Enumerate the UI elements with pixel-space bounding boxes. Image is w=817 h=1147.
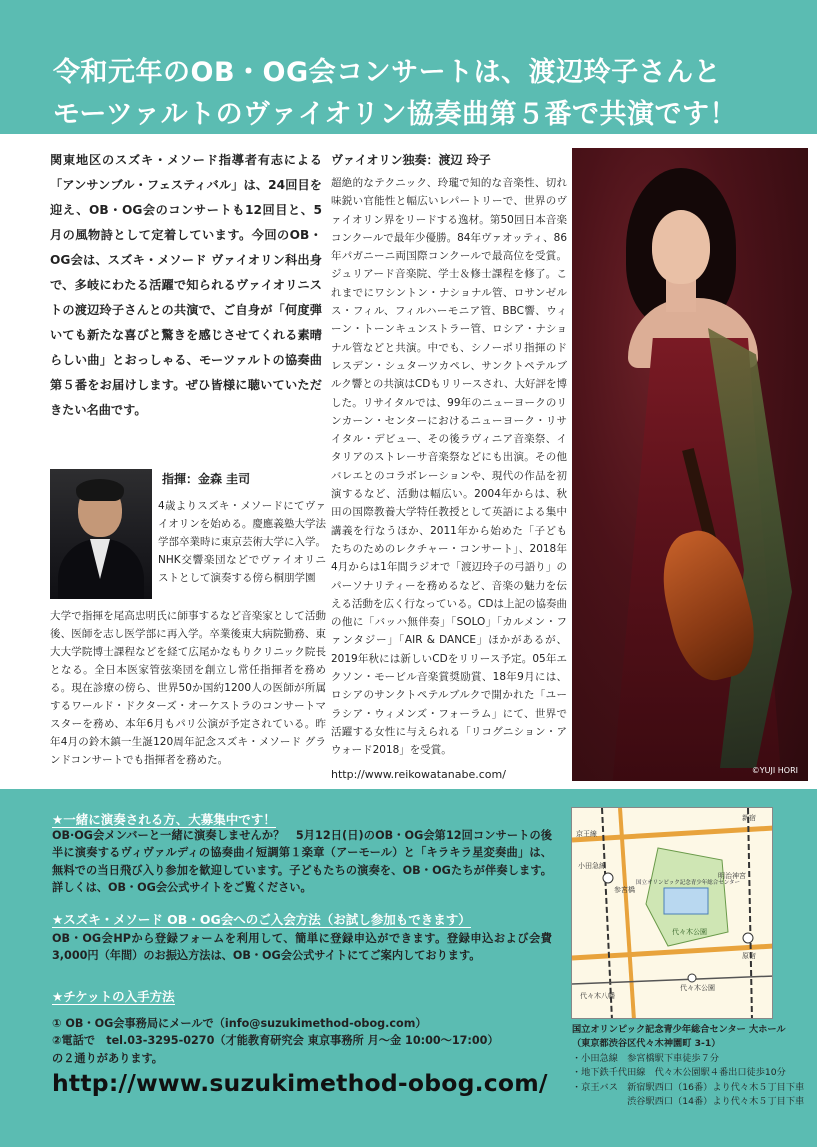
participate-body: OB·OG会メンバーと一緒に演奏しませんか？ 5月12日(日)のOB・OG会第12回コンサートの後半に演奏するヴィヴァルディの協奏曲イ短調第１楽章（アーモール）と「キラキラ星変奏曲」は、無料での当日飛び入り参加を歓迎しています。子どもたちの演奏を、OB・OGたちが伴奏します。詳しくは、OB・OG会公式サイトをご覧ください。	[52, 829, 552, 895]
tickets-line-phone: ②電話で tel.03-3295-0270（才能教育研究会 東京事務所 月～金 10:00～17:00）	[52, 1034, 499, 1048]
headline-line-1: 令和元年のOB・OG会コンサートは、渡辺玲子さんと	[53, 57, 722, 88]
participate-title-text: ★一緒に演奏される方、大募集中です！	[52, 812, 276, 827]
main-content	[0, 134, 817, 789]
site-url-link[interactable]: http://www.suzukimethod-obog.com/	[52, 1069, 548, 1097]
access-map	[571, 807, 773, 1019]
map-label-ekimae: 代々木八幡	[580, 992, 615, 1000]
map-label-harajuku: 原宿	[742, 952, 756, 960]
tickets-line-closing: の２通りがあります。	[52, 1051, 163, 1065]
conductor-bio-part1: 4歳よりスズキ・メソードにてヴァイオリンを始める。慶應義塾大学法学部卒業時に東京芸術大学に入学。NHK交響楽団などでヴァイオリニストとして演奏する傍ら桐朋学園	[158, 500, 326, 584]
photo-credit: ©YUJI HORI	[751, 766, 798, 775]
violinist-face	[652, 210, 710, 284]
venue-info	[572, 1023, 812, 1109]
join-title	[52, 910, 471, 928]
tickets-line-email: ① OB・OG会事務局にメールで（info@suzukimethod-obog.com）	[52, 1017, 427, 1030]
header-banner	[0, 0, 817, 134]
map-label-odakyu: 小田急線	[578, 862, 606, 870]
map-label-yoyogi-koen: 代々木公園	[680, 984, 715, 992]
map-label-meiji: 明治神宮	[718, 872, 746, 880]
violinist-url-link[interactable]: http://www.reikowatanabe.com/	[331, 768, 506, 781]
venue-access-4: 渋谷駅西口（14番）より代々木５丁目下車	[572, 1096, 805, 1108]
tickets-title-text: ★チケットの入手方法	[52, 989, 175, 1004]
join-body: OB・OG会HPから登録フォームを利用して、簡単に登録申込ができます。登録申込および会費3,000円（年間）のお振込方法は、OB・OG会公式サイトにてご案内しております。	[52, 932, 552, 963]
participate-title	[52, 810, 276, 828]
venue-access-2: ・地下鉄千代田線 代々木公園駅４番出口徒歩10分	[572, 1067, 786, 1079]
venue-address: （東京都渋谷区代々木神園町 3-1）	[572, 1038, 721, 1050]
map-label-sangubashi: 参宮橋	[614, 886, 635, 894]
violinist-bio: 超絶的なテクニック、玲瓏で知的な音楽性、切れ味鋭い官能性と幅広いレパートリーで、世界のヴァイオリン界をリードする逸材。第50回日本音楽コンクールで最年少優勝。84年ヴァオッティ、86年パガニーニ両国際コンクールで最高位を受賞。ジュリアード音楽院、学士＆修士課程を修了。これまでにワシントン・ナショナル管、ロサンゼルス・フィル、フィルハーモニア管、BBC響、ウィーン・トーンキュンストラー管、ロシア・ナショナル管などと共演。中でも、シノーポリ指揮のドレスデン・シュターツカペレ、サンクトペテルブルク響との共演はCDもリリースされ、大好評を博した。リサイタルでは、99年のニューヨークのリンカーン・センターにおけるニューヨーク・リサイタル・デビュー、その後ラヴィニア音楽祭、イタリアのストレーサ音楽祭などにも出演。その他バレエとのコラボレーションや、現代の作品を初演するなど、活動は幅広い。2004年からは、秋田の国際教養大学特任教授として英語による集中講義を行なうほか、2011年から始めた「子どもたちのためのレクチャー・コンサート」、2018年4月からは1年間ラジオで「渡辺玲子の弓語り」のパーソナリティーを務めるなど、音楽の魅力を伝える活動を広く行なっている。CDは上記の協奏曲の他に「バッハ無伴奏」「SOLO」「カルメン・ファンタジー」「AIR & DANCE」ほかがあるが、2019年秋には新しいCDをリリース予定。05年エクソン・モービル音楽賞奨励賞、18年9月には、ロシアのサンクトペテルブルクで開かれた「ユーラシア・ウィメンズ・フォーラム」にて、世界で活躍する女性に与えられる「リコグニション・アウォード2018」を受賞。	[331, 177, 567, 757]
map-label-shinjuku: 新宿	[742, 814, 756, 822]
info-section	[0, 789, 817, 1147]
map-label-park: 代々木公園	[672, 928, 707, 936]
violinist-photo	[572, 148, 808, 781]
conductor-title: 指揮：金森 圭司	[162, 472, 251, 486]
venue-access-3: ・京王バス 新宿駅西口（16番）より代々木５丁目下車	[572, 1081, 805, 1093]
conductor-photo	[50, 469, 152, 599]
map-label-center: 国立オリンピック記念青少年総合センター	[636, 880, 741, 886]
conductor-hair	[76, 479, 124, 501]
venue-name: 国立オリンピック記念青少年総合センター 大ホール	[572, 1024, 786, 1035]
intro-text: 関東地区のスズキ・メソード指導者有志による「アンサンブル・フェスティバル」は、24回目を迎え、OB・OG会のコンサートも12回目と、5月の風物詩として定着しています。今回のOB・OG会は、スズキ・メソード ヴァイオリン科出身で、多岐にわたる活躍で知られるヴァイオリニストの渡辺玲子さんとの共演で、ご自身が「何度弾いても新たな喜びと驚きを感じさせてくれる素晴らしい曲」とおっしゃる、モーツァルトの協奏曲第５番をお届けします。ぜひ皆様に聴いていただきたい名曲です。	[50, 153, 322, 417]
join-title-text: ★スズキ・メソード OB・OG会へのご入会方法（お試し参加もできます）	[52, 912, 471, 927]
venue-access-1: ・小田急線 参宮橋駅下車徒歩７分	[572, 1052, 719, 1064]
headline-line-2: モーツァルトのヴァイオリン協奏曲第５番で共演です！	[53, 99, 737, 130]
violinist-title: ヴァイオリン独奏：渡辺 玲子	[331, 153, 491, 167]
tickets-title	[52, 987, 175, 1005]
conductor-bio-part2: 大学で指揮を尾高忠明氏に師事するなど音楽家として活動後、医師を志し医学部に再入学。卒業後東大病院勤務、東大大学院博士課程などを経て広尾かなもりクリニック院長となる。全日本医家管弦楽団を創立し常任指揮者を務める。現在診療の傍ら、世界50か国約1200人の医師が所属するワールド・ドクターズ・オーケストラのコンサートマスターを務め、本年6月もパリ公演が予定されている。昨年4月の鈴木鎮一生誕120周年記念スズキ・メソード グランドコンサートでも指揮者を務めた。	[50, 610, 326, 766]
map-label-keio: 京王線	[576, 830, 597, 838]
tickets-body	[52, 1015, 552, 1067]
map-drawing	[572, 808, 773, 1019]
